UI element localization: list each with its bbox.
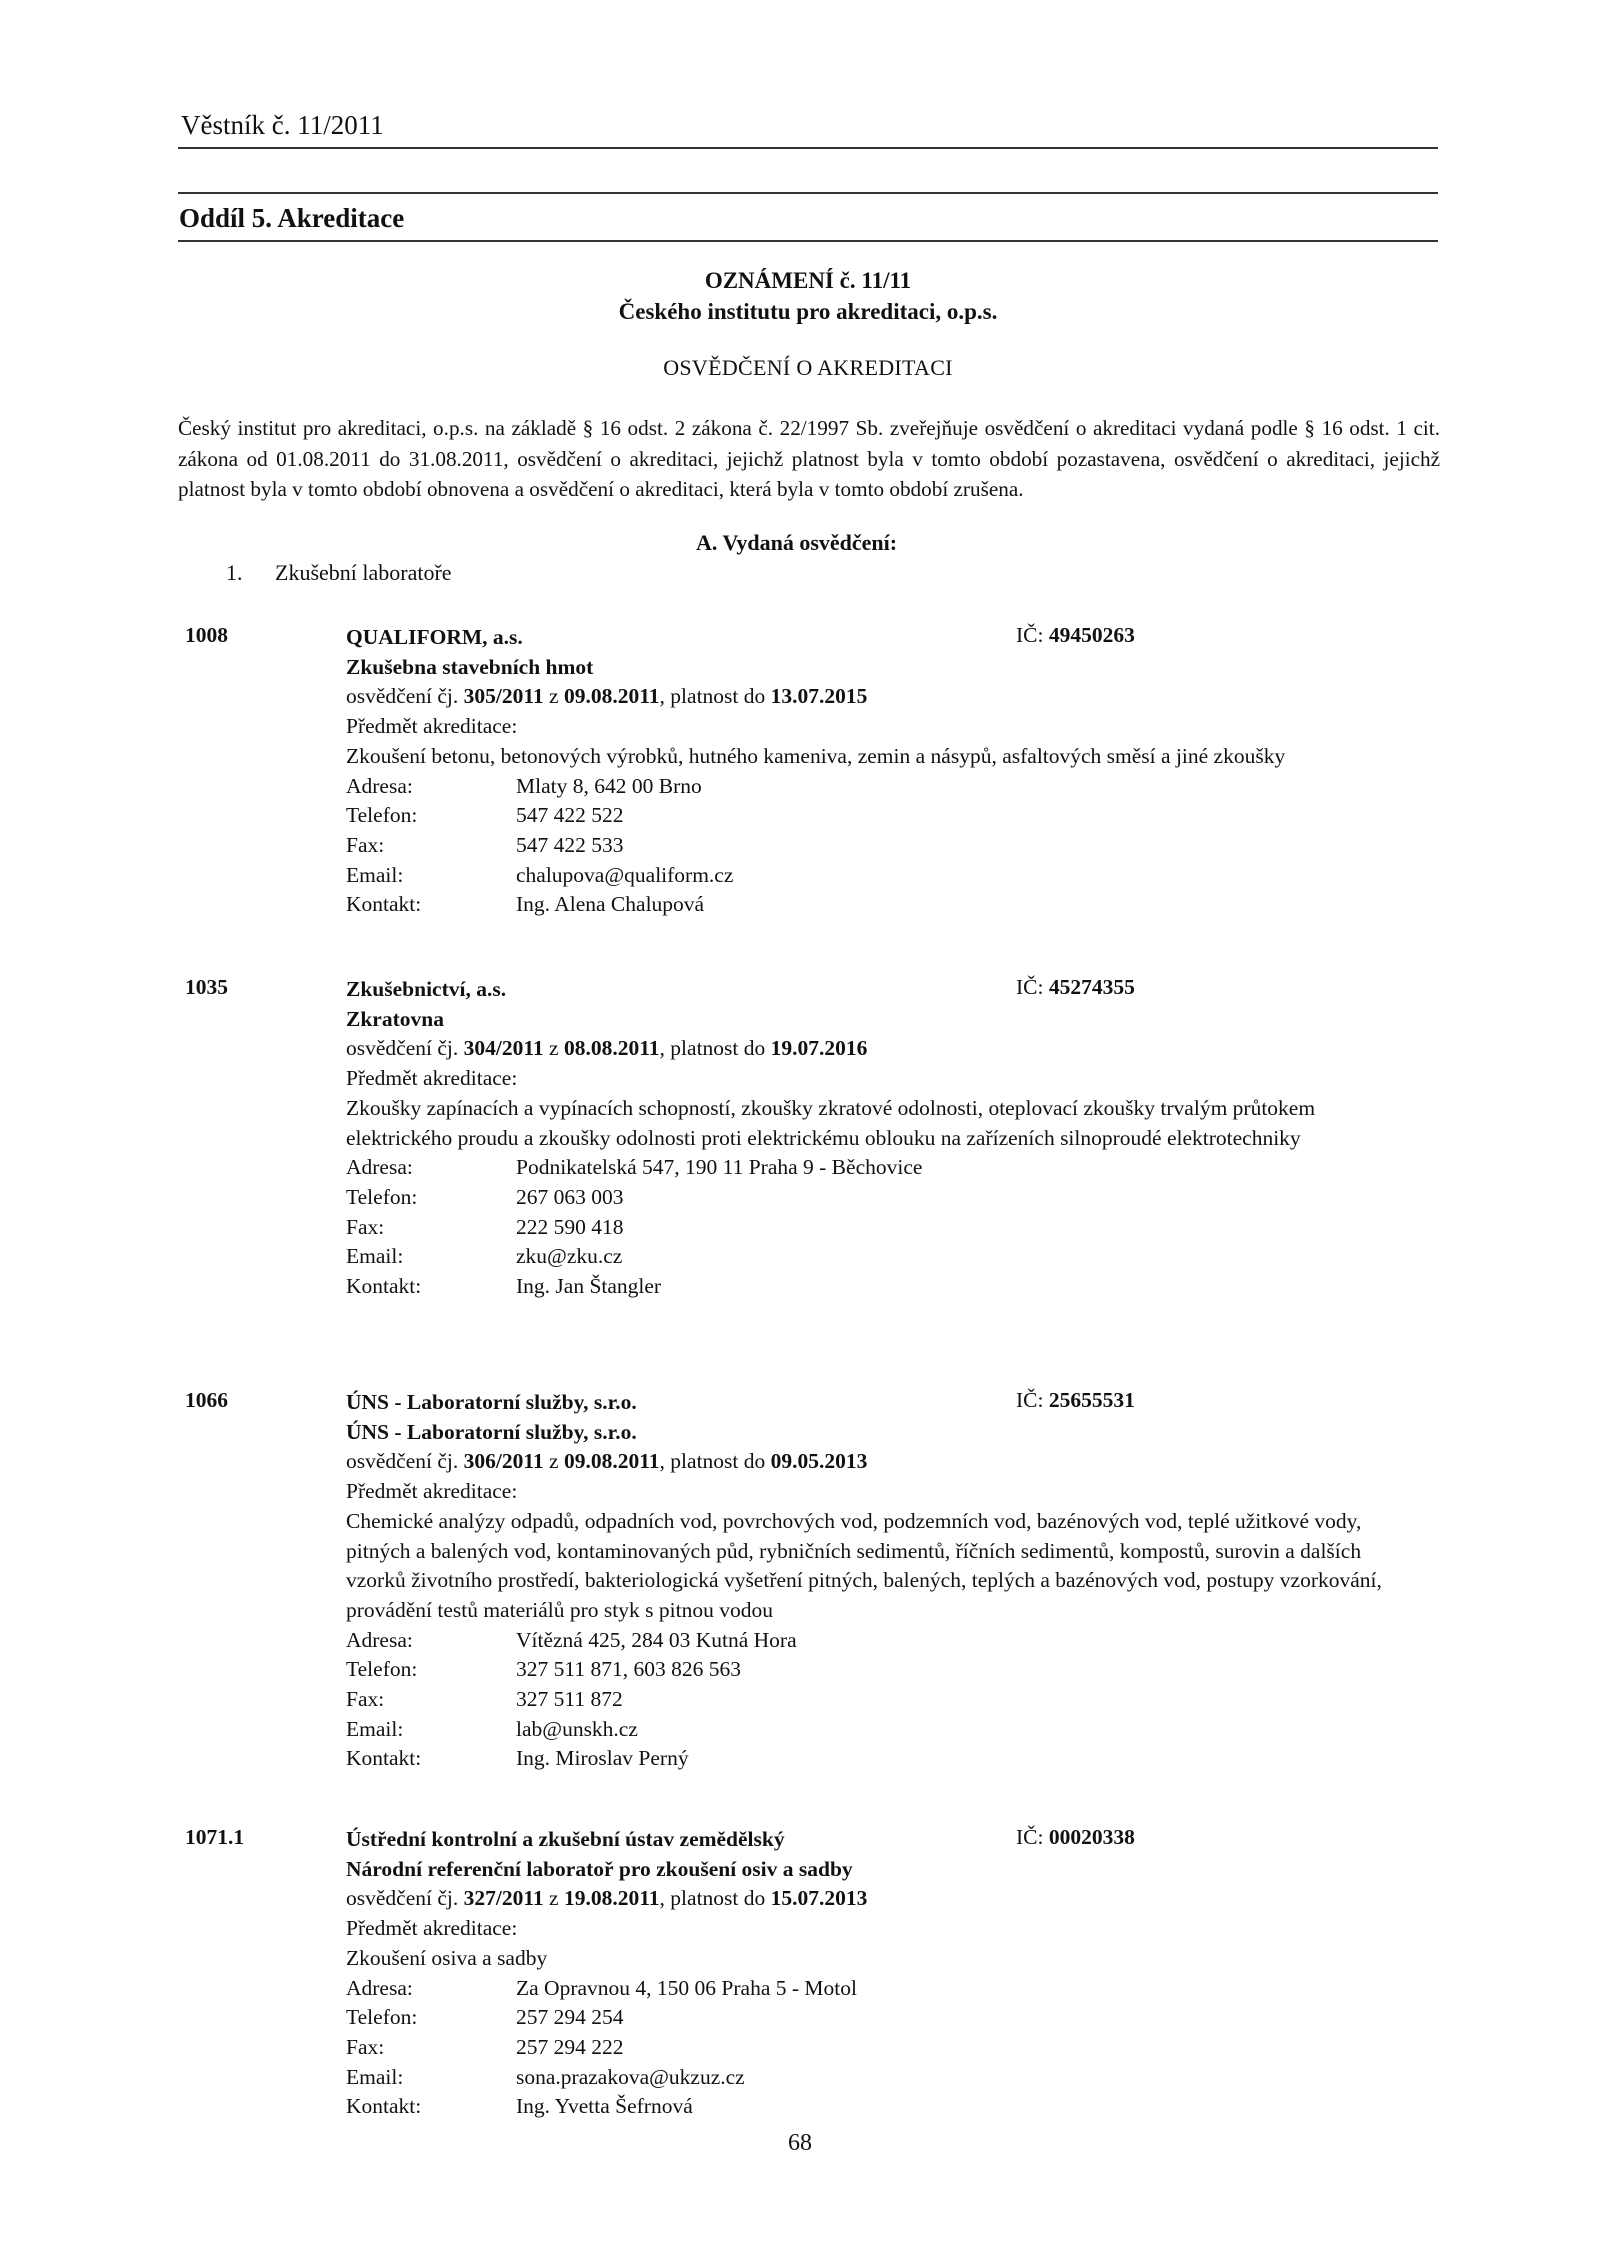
contact-value: Ing. Jan Štangler [516,1274,662,1299]
entry-body [346,1825,1446,2122]
address-label: Adresa: [346,1975,413,2000]
fax-value: 257 294 222 [516,2034,624,2059]
cert-valid-label: , platnost do [659,684,766,709]
entry-certificate [346,1884,1446,1914]
address-row [346,1153,1446,1183]
cert-date: 08.08.2011 [563,1036,660,1061]
entry-number: 1071.1 [185,1825,245,1849]
entry-subject: Zkoušky zapínacích a vypínacích schopností, zkoušky zkratové odolnosti, oteplovací zkoušky trvalým průtokem elektrického proudu a zkoušky odolnosti proti elektrickému oblouku na zařízeních silnoproudé elektrotechniky [346,1095,1316,1150]
entry-subject: Zkoušení betonu, betonových výrobků, hutného kameniva, zemin a násypů, asfaltových směsí a jiné zkoušky [346,743,1286,768]
section-rule-top [178,192,1438,194]
subsection-item-label: Zkušební laboratoře [275,560,452,585]
ic-value: 49450263 [1048,623,1135,647]
cert-number: 327/2011 [463,1886,544,1911]
email-row [346,1715,1446,1745]
certificate-heading: OSVĚDČENÍ O AKREDITACI [663,355,953,380]
cert-date: 09.08.2011 [563,1449,660,1474]
contact-label: Kontakt: [346,1746,422,1771]
ic-label: IČ: [1016,1825,1044,1849]
entry-number: 1008 [185,623,228,647]
phone-row [346,801,1446,831]
cert-valid-date: 19.07.2016 [770,1036,868,1061]
fax-row [346,1213,1446,1243]
email-label: Email: [346,862,404,887]
entry-lab: Zkušebna stavebních hmot [346,654,594,679]
entry-certificate [346,1447,1446,1477]
fax-row [346,1685,1446,1715]
cert-prefix: osvědčení čj. [346,684,459,709]
cert-valid-date: 09.05.2013 [770,1449,868,1474]
entry-company: QUALIFORM, a.s. [346,625,523,649]
fax-row [346,2033,1446,2063]
entry-certificate [346,1034,1446,1064]
contact-label: Kontakt: [346,892,422,917]
fax-label: Fax: [346,1687,385,1712]
phone-value: 267 063 003 [516,1184,624,1209]
cert-valid-date: 15.07.2013 [770,1886,868,1911]
header-rule [178,147,1438,149]
entry-company: ÚNS - Laboratorní služby, s.r.o. [346,1390,637,1414]
contact-row [346,2092,1446,2122]
contact-row [346,890,1446,920]
email-value: lab@unskh.cz [516,1716,638,1741]
phone-label: Telefon: [346,1184,418,1209]
entry-body [346,623,1446,920]
email-row [346,2063,1446,2093]
phone-label: Telefon: [346,803,418,828]
entry-company: Ústřední kontrolní a zkušební ústav zemědělský [346,1827,785,1851]
ic-label: IČ: [1016,975,1044,999]
phone-value: 257 294 254 [516,2005,624,2030]
entry-body [346,975,1446,1302]
contact-value: Ing. Miroslav Perný [516,1746,689,1771]
subsection-item-number: 1. [226,560,243,585]
ic-label: IČ: [1016,623,1044,647]
subject-label: Předmět akreditace: [346,1479,518,1504]
notice-title: OZNÁMENÍ č. 11/11 [704,268,912,293]
cert-valid-label: , platnost do [659,1886,766,1911]
intro-paragraph: Český institut pro akreditaci, o.p.s. na základě § 16 odst. 2 zákona č. 22/1997 Sb. zveřejňuje osvědčení o akreditaci vydaná podle § 16 odst. 1 cit. zákona od 01.08.2011 do 31.08.2011, osvědčení o akreditaci, jejichž platnost byla v tomto období pozastavena, osvědčení o akreditaci, jejichž platnost byla v tomto období obnovena a osvědčení o akreditaci, která byla v tomto období zrušena. [178,416,1440,501]
email-row [346,861,1446,891]
phone-row [346,1183,1446,1213]
contact-value: Ing. Alena Chalupová [516,892,705,917]
address-value: Mlaty 8, 642 00 Brno [516,773,702,798]
notice-subtitle: Českého institutu pro akreditaci, o.p.s. [618,299,998,324]
ic-value: 45274355 [1048,975,1135,999]
address-value: Vítězná 425, 284 03 Kutná Hora [516,1627,797,1652]
cert-prefix: osvědčení čj. [346,1449,459,1474]
entry-company: Zkušebnictví, a.s. [346,977,507,1001]
cert-valid-label: , platnost do [659,1449,766,1474]
contact-label: Kontakt: [346,2094,422,2119]
subject-label: Předmět akreditace: [346,1916,518,1941]
email-label: Email: [346,1716,404,1741]
email-value: sona.prazakova@ukzuz.cz [516,2064,745,2089]
ic-label: IČ: [1016,1388,1044,1412]
cert-from: z [549,1886,559,1911]
fax-value: 327 511 872 [516,1687,623,1712]
phone-value: 327 511 871, 603 826 563 [516,1657,741,1682]
entry-lab: Národní referenční laboratoř pro zkoušení osiv a sadby [346,1856,853,1881]
entry-subject: Zkoušení osiva a sadby [346,1945,548,1970]
cert-number: 305/2011 [463,684,544,709]
cert-date: 09.08.2011 [563,684,660,709]
email-row [346,1242,1446,1272]
entry-lab: ÚNS - Laboratorní služby, s.r.o. [346,1419,637,1444]
fax-row [346,831,1446,861]
subsection-title: A. Vydaná osvědčení: [696,530,898,555]
cert-from: z [549,684,559,709]
cert-prefix: osvědčení čj. [346,1886,459,1911]
contact-label: Kontakt: [346,1274,422,1299]
cert-number: 304/2011 [463,1036,544,1061]
fax-value: 547 422 533 [516,832,624,857]
fax-label: Fax: [346,2034,385,2059]
fax-label: Fax: [346,832,385,857]
cert-prefix: osvědčení čj. [346,1036,459,1061]
subject-label: Předmět akreditace: [346,714,518,739]
section-title: Oddíl 5. Akreditace [179,203,405,233]
address-row [346,1626,1446,1656]
entry-certificate [346,682,1446,712]
address-label: Adresa: [346,1627,413,1652]
section-rule-bottom [178,240,1438,242]
address-value: Za Opravnou 4, 150 06 Praha 5 - Motol [516,1975,857,2000]
cert-valid-label: , platnost do [659,1036,766,1061]
ic-value: 25655531 [1048,1388,1135,1412]
phone-label: Telefon: [346,1657,418,1682]
contact-value: Ing. Yvetta Šefrnová [516,2094,693,2119]
cert-from: z [549,1449,559,1474]
phone-row [346,2003,1446,2033]
cert-date: 19.08.2011 [563,1886,660,1911]
address-row [346,772,1446,802]
entry-lab: Zkratovna [346,1006,444,1031]
cert-valid-date: 13.07.2015 [770,684,868,709]
address-value: Podnikatelská 547, 190 11 Praha 9 - Běchovice [516,1155,923,1180]
subject-label: Předmět akreditace: [346,1066,518,1091]
phone-row [346,1655,1446,1685]
entry-subject: Chemické analýzy odpadů, odpadních vod, povrchových vod, podzemních vod, bazénových vod, teplé užitkové vody, pitných a balených vod, kontaminovaných půd, rybničních sedimentů, říčních sedimentů, kompostů, surovin a dalších vzorků životního prostředí, bakteriologická vyšetření pitných, balených, teplých a bazénových vod, postupy vzorkování, provádění testů materiálů pro styk s pitnou vodou [346,1508,1382,1622]
fax-label: Fax: [346,1214,385,1239]
email-label: Email: [346,1244,404,1269]
contact-row [346,1272,1446,1302]
ic-value: 00020338 [1048,1825,1135,1849]
address-label: Adresa: [346,773,413,798]
entry-number: 1035 [185,975,228,999]
journal-header: Věstník č. 11/2011 [181,110,384,140]
phone-label: Telefon: [346,2005,418,2030]
page-number: 68 [788,2130,812,2156]
cert-from: z [549,1036,559,1061]
phone-value: 547 422 522 [516,803,624,828]
email-value: zku@zku.cz [516,1244,623,1269]
address-label: Adresa: [346,1155,413,1180]
fax-value: 222 590 418 [516,1214,624,1239]
email-value: chalupova@qualiform.cz [516,862,734,887]
cert-number: 306/2011 [463,1449,544,1474]
email-label: Email: [346,2064,404,2089]
entry-body [346,1388,1446,1774]
entry-number: 1066 [185,1388,228,1412]
address-row [346,1974,1446,2004]
contact-row [346,1744,1446,1774]
